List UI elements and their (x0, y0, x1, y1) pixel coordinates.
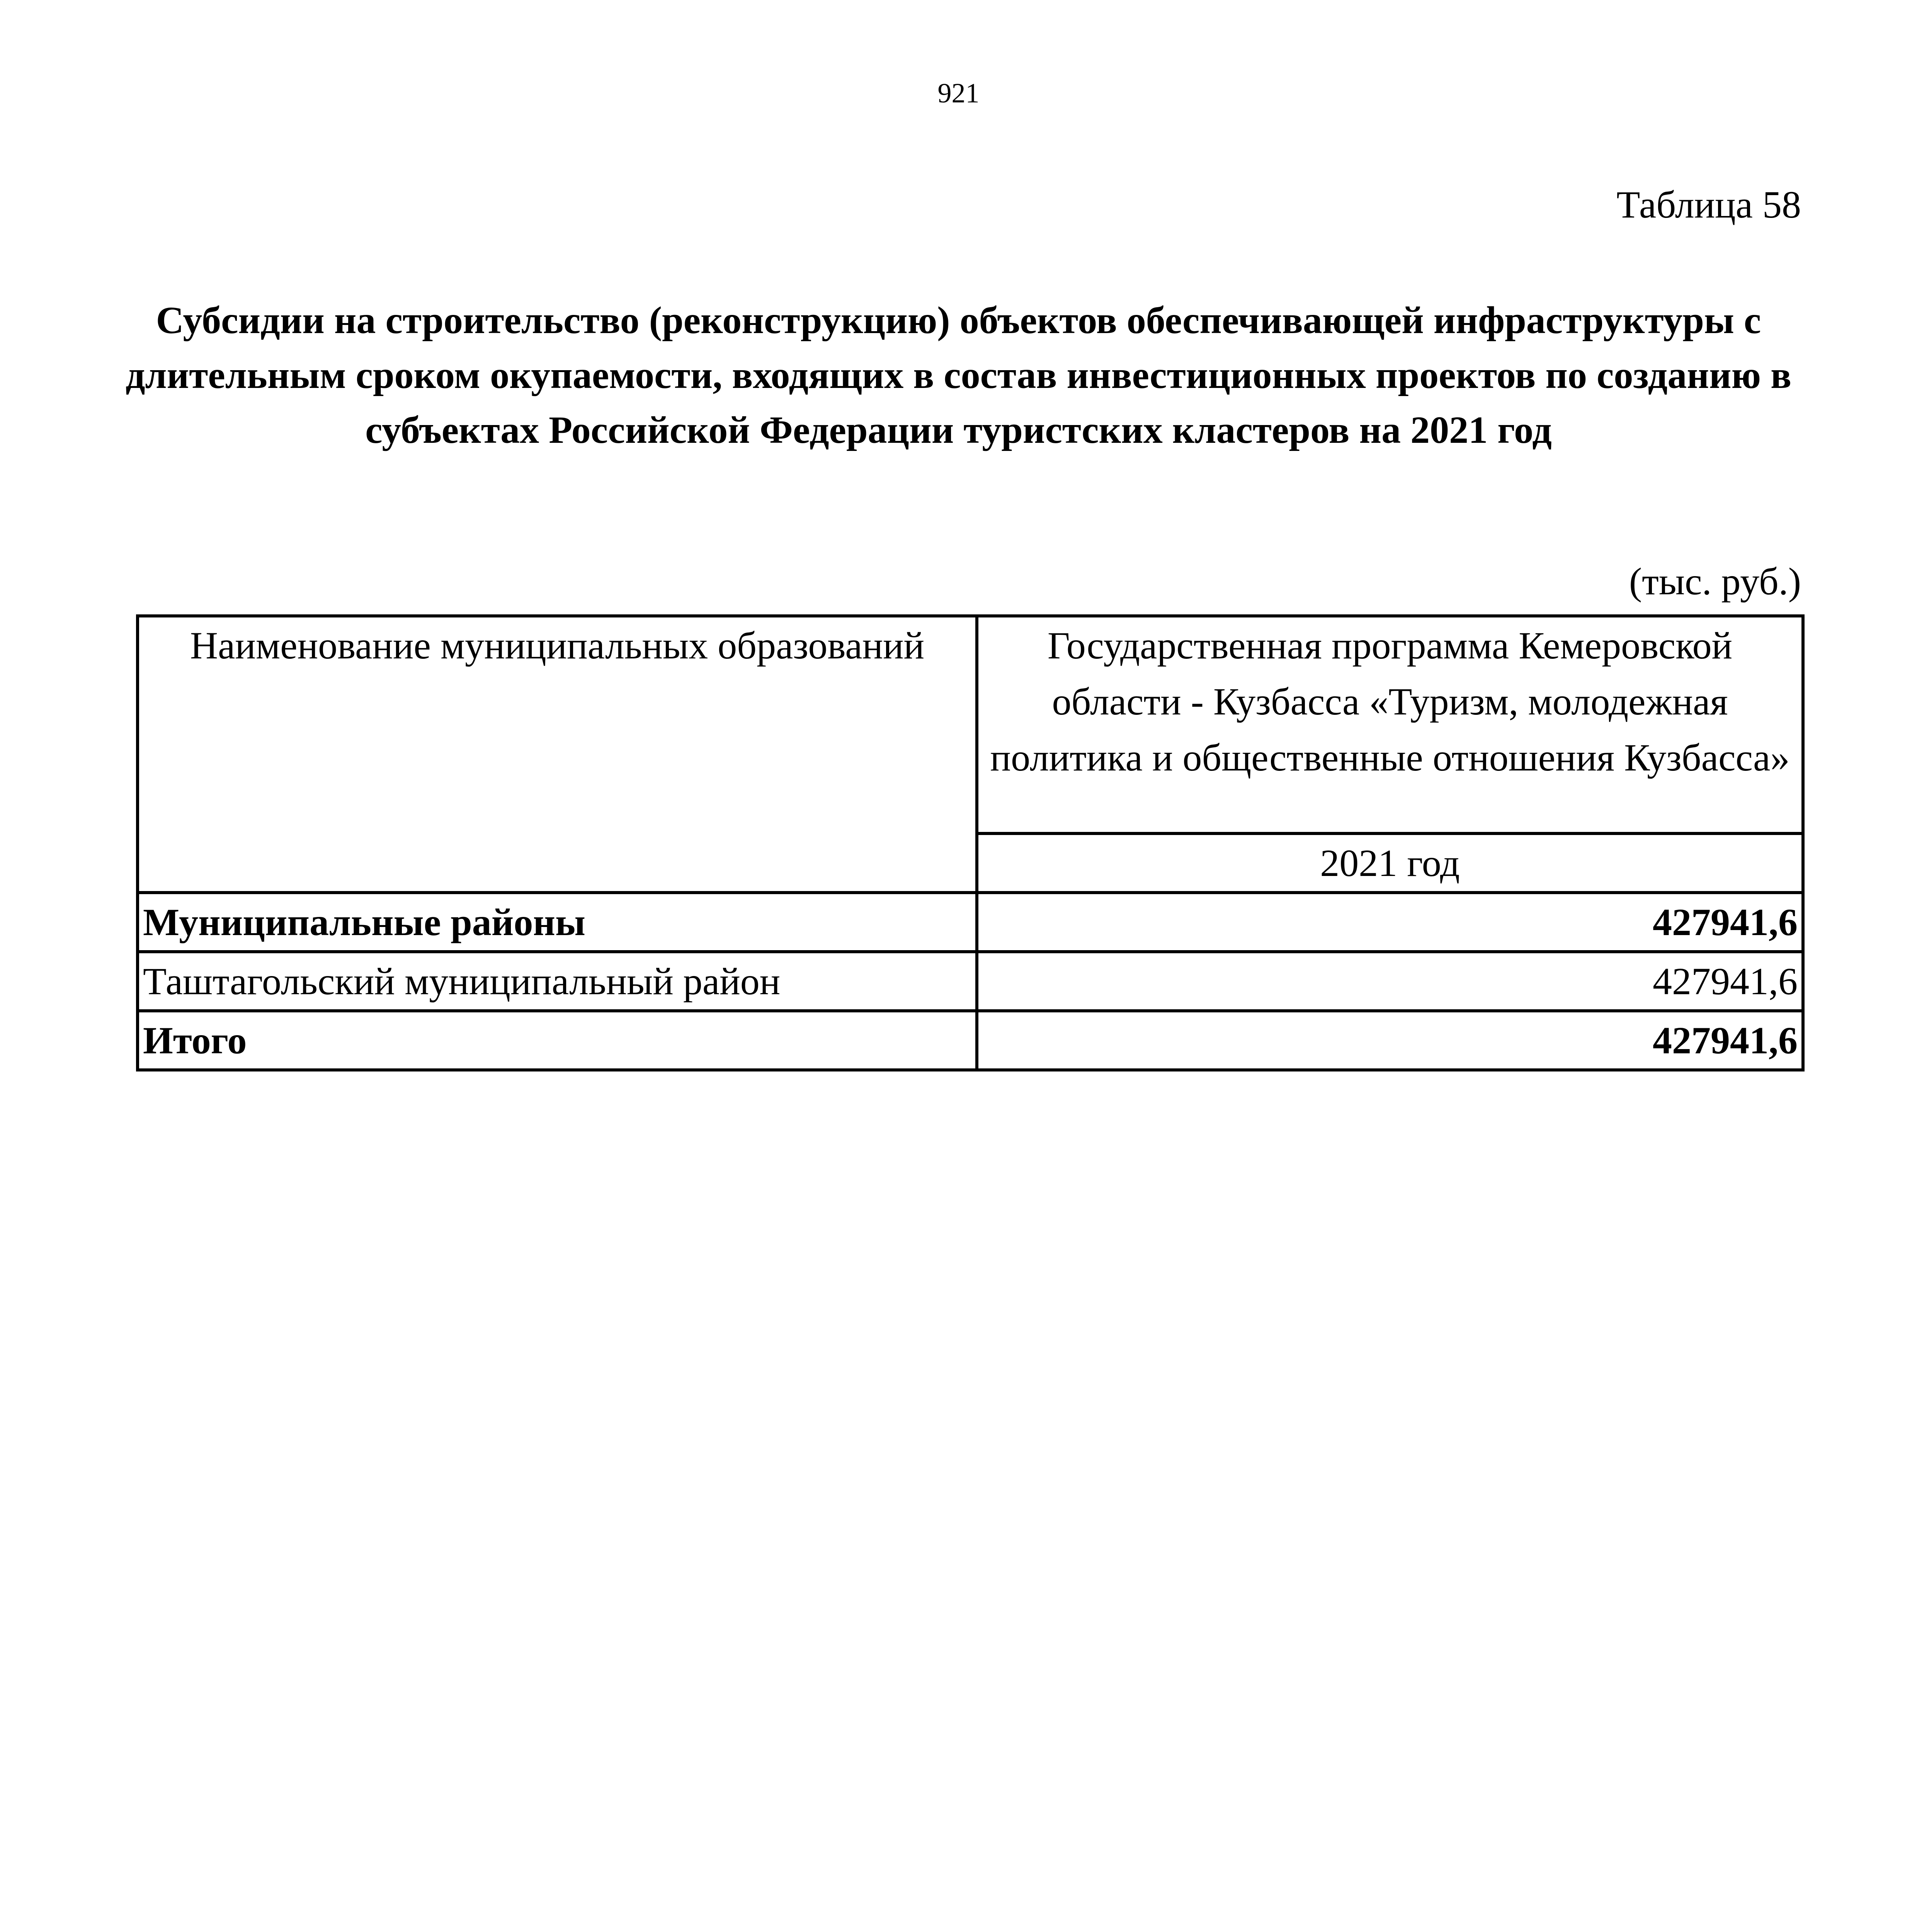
row-name: Муниципальные районы (138, 893, 977, 952)
table-row (138, 893, 1803, 952)
subsidy-table (136, 614, 1805, 1071)
table-row (138, 1011, 1803, 1070)
row-value: 427941,6 (977, 1011, 1803, 1070)
row-name: Итого (138, 1011, 977, 1070)
table-label: Таблица 58 (1616, 183, 1801, 226)
row-name: Таштагольский муниципальный район (138, 952, 977, 1011)
units-label: (тыс. руб.) (1629, 560, 1801, 603)
page-number: 921 (937, 78, 980, 109)
row-value: 427941,6 (977, 952, 1803, 1011)
document-title: Субсидии на строительство (реконструкцию) объектов обеспечивающей инфраструктуры с длительным сроком окупаемости, входящих в состав инвестиционных проектов по созданию в субъектах Российской Федерации туристских кластеров на 2021 год (125, 299, 1792, 451)
header-program: Государственная программа Кемеровской области - Кузбасса «Туризм, молодежная политика и общественные отношения Кузбасса» (977, 616, 1803, 833)
header-municipality-name: Наименование муниципальных образований (138, 616, 977, 893)
header-year: 2021 год (977, 833, 1803, 893)
row-value: 427941,6 (977, 893, 1803, 952)
table-row (138, 952, 1803, 1011)
